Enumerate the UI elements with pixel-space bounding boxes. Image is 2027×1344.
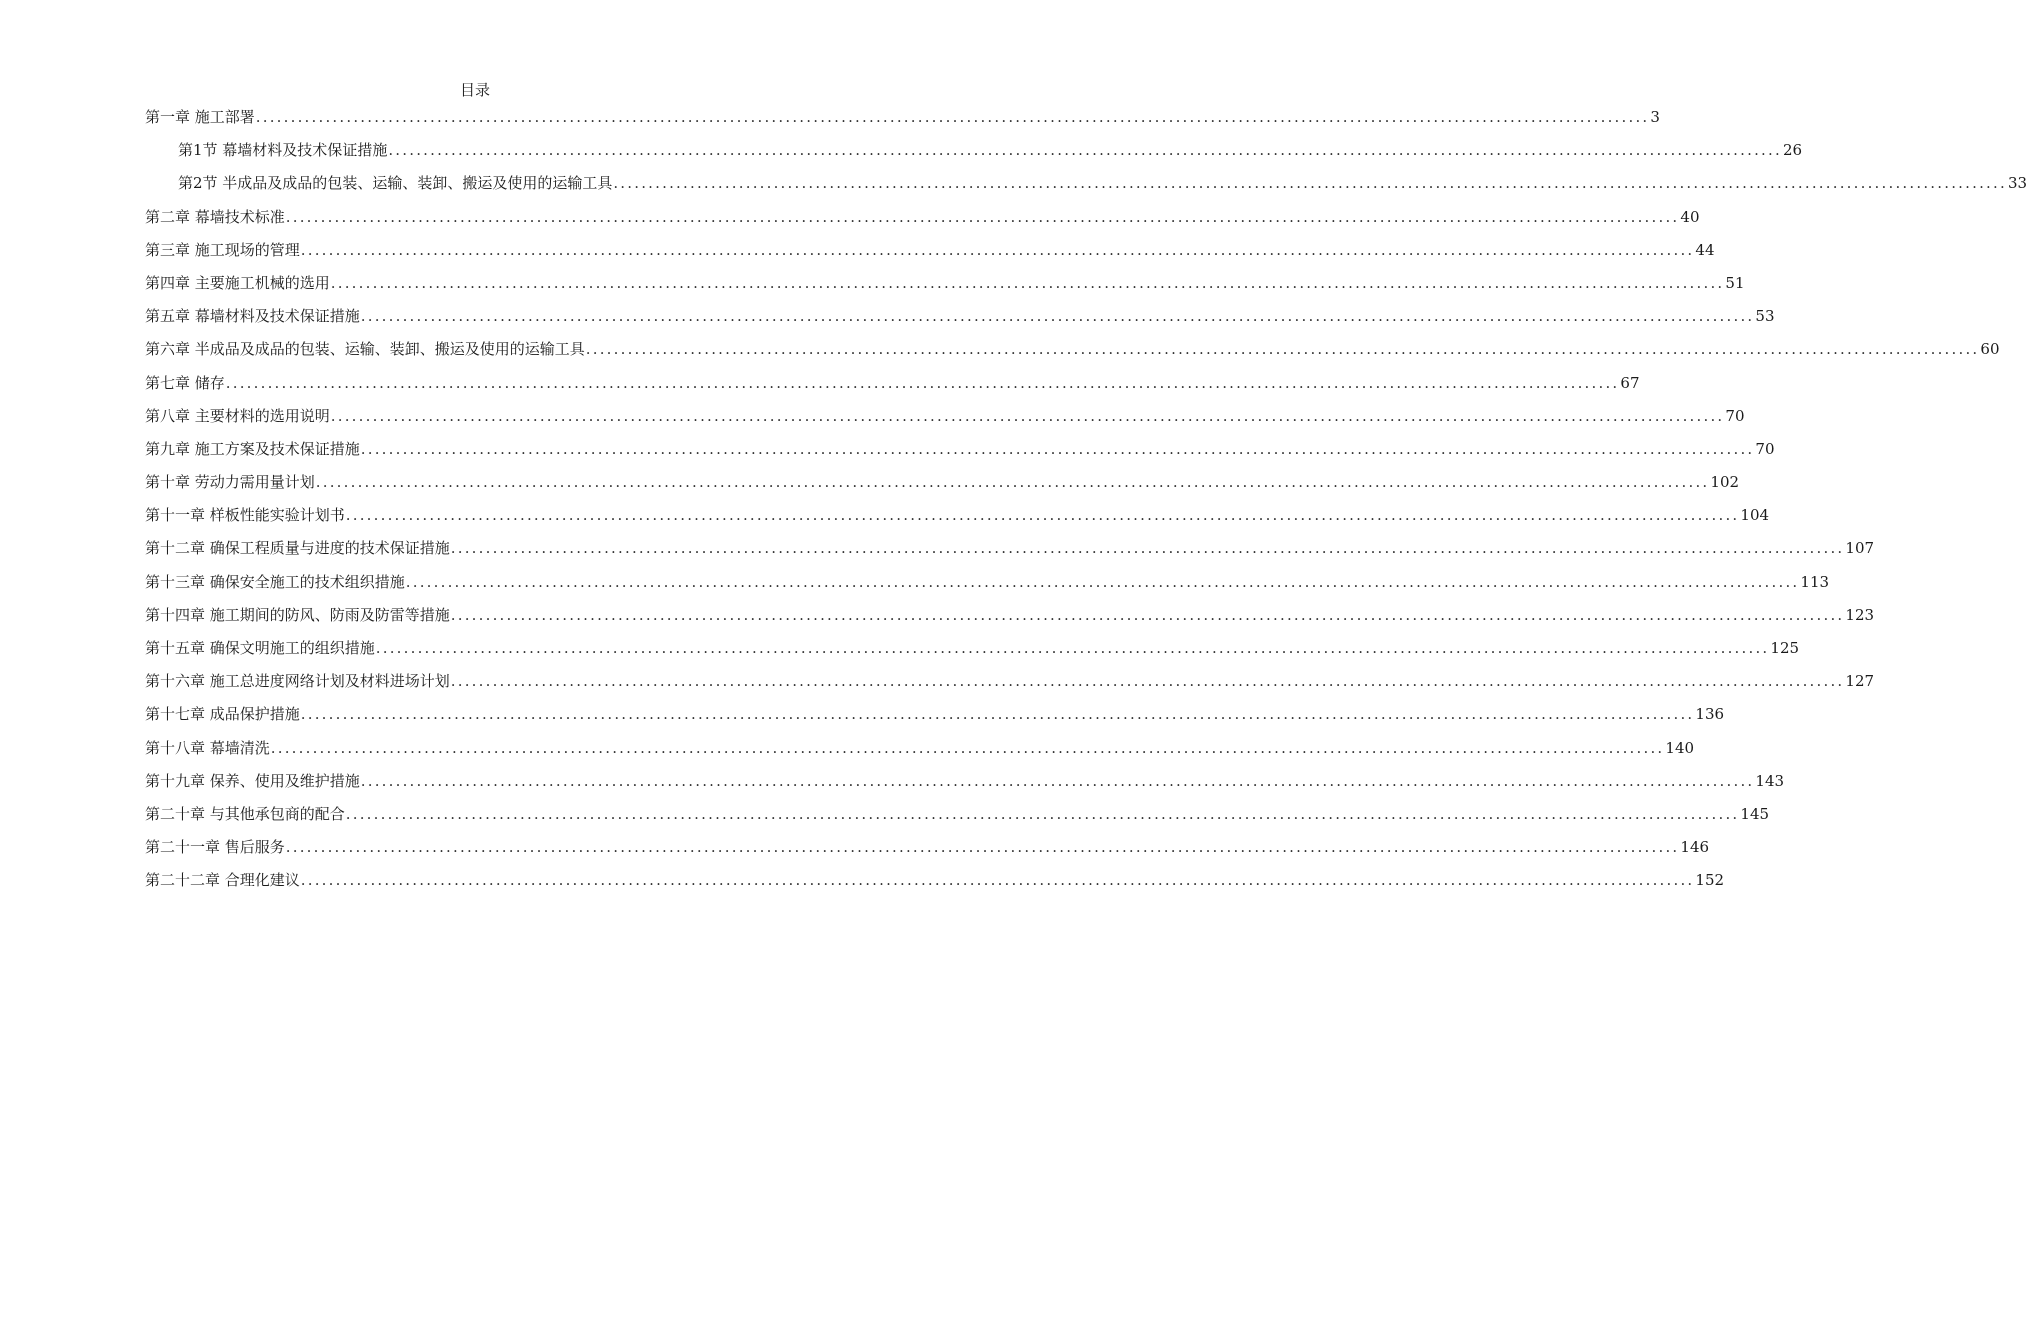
toc-entry[interactable] bbox=[145, 372, 1640, 405]
toc-entry-label: 第八章 主要材料的选用说明 bbox=[145, 406, 330, 425]
toc-dot-leader: ........................................................................................................................................................................................................ bbox=[285, 838, 1680, 857]
toc-entry[interactable] bbox=[145, 471, 1740, 504]
toc-dot-leader: ........................................................................................................................................................................................................ bbox=[345, 506, 1740, 525]
toc-dot-leader: ........................................................................................................................................................................................................ bbox=[300, 871, 1695, 890]
toc-entry-page-number: 3 bbox=[1650, 108, 1660, 126]
toc-entry[interactable] bbox=[145, 869, 1725, 902]
toc-entry-page-number: 143 bbox=[1755, 771, 1785, 790]
toc-entry-label: 第二十二章 合理化建议 bbox=[145, 871, 300, 890]
toc-entry-label: 第十四章 施工期间的防风、防雨及防雷等措施 bbox=[145, 605, 450, 624]
toc-entry-page-number: 104 bbox=[1740, 506, 1770, 525]
toc-entry-label: 第五章 幕墙材料及技术保证措施 bbox=[145, 307, 360, 326]
toc-entry[interactable] bbox=[145, 405, 1745, 438]
toc-entry-page-number: 40 bbox=[1680, 207, 1700, 226]
toc-entry-label: 第一章 施工部署 bbox=[145, 108, 255, 126]
toc-entry-page-number: 146 bbox=[1680, 838, 1710, 857]
toc-entry[interactable] bbox=[145, 703, 1725, 736]
toc-dot-leader: ........................................................................................................................................................................................................ bbox=[330, 273, 1725, 292]
toc-entry[interactable] bbox=[145, 139, 1803, 172]
toc-entry-page-number: 152 bbox=[1695, 871, 1725, 890]
toc-entry[interactable] bbox=[145, 571, 1830, 604]
toc-dot-leader: ........................................................................................................................................................................................................ bbox=[360, 771, 1755, 790]
toc-entry-label: 第九章 施工方案及技术保证措施 bbox=[145, 439, 360, 458]
toc-dot-leader: ........................................................................................................................................................................................................ bbox=[270, 738, 1665, 757]
toc-entry-label: 第二章 幕墙技术标准 bbox=[145, 207, 285, 226]
toc-dot-leader: ........................................................................................................................................................................................................ bbox=[300, 705, 1695, 724]
toc-entry-page-number: 107 bbox=[1845, 539, 1875, 558]
toc-entry-page-number: 44 bbox=[1695, 240, 1715, 259]
toc-entry-label: 第四章 主要施工机械的选用 bbox=[145, 273, 330, 292]
toc-dot-leader: ........................................................................................................................................................................................................ bbox=[375, 639, 1770, 657]
toc-entry[interactable] bbox=[145, 305, 1775, 338]
toc-entry-label: 第1节 幕墙材料及技术保证措施 bbox=[178, 141, 388, 160]
toc-entry-page-number: 125 bbox=[1770, 639, 1800, 657]
toc-entry[interactable] bbox=[145, 504, 1770, 537]
toc-entry-label: 第三章 施工现场的管理 bbox=[145, 240, 300, 259]
toc-entry-label: 第2节 半成品及成品的包装、运输、装卸、搬运及使用的运输工具 bbox=[178, 174, 613, 193]
toc-dot-leader: ........................................................................................................................................................................................................ bbox=[285, 207, 1680, 226]
toc-entry-page-number: 70 bbox=[1725, 406, 1745, 425]
toc-entry-label: 第十八章 幕墙清洗 bbox=[145, 738, 270, 757]
toc-dot-leader: ........................................................................................................................................................................................................ bbox=[360, 307, 1755, 326]
toc-entry-page-number: 123 bbox=[1845, 605, 1875, 624]
toc-entry-label: 第十一章 样板性能实验计划书 bbox=[145, 506, 345, 525]
toc-entry[interactable] bbox=[145, 637, 1800, 670]
toc-entry-page-number: 51 bbox=[1725, 273, 1745, 292]
toc-dot-leader: ........................................................................................................................................................................................................ bbox=[360, 439, 1755, 458]
toc-entry-page-number: 26 bbox=[1782, 141, 1803, 160]
toc-entry-label: 第十六章 施工总进度网络计划及材料进场计划 bbox=[145, 672, 450, 691]
toc-entry-label: 第六章 半成品及成品的包装、运输、装卸、搬运及使用的运输工具 bbox=[145, 340, 585, 359]
toc-entry-page-number: 113 bbox=[1800, 572, 1830, 591]
toc-entry[interactable] bbox=[145, 272, 1745, 305]
toc-entry-page-number: 33 bbox=[2007, 174, 2027, 193]
toc-dot-leader: ........................................................................................................................................................................................................ bbox=[405, 572, 1800, 591]
toc-entry[interactable] bbox=[145, 206, 1700, 239]
toc-entry[interactable] bbox=[145, 803, 1770, 836]
toc-entry-label: 第二十章 与其他承包商的配合 bbox=[145, 804, 345, 823]
toc-entry-label: 第十三章 确保安全施工的技术组织措施 bbox=[145, 572, 405, 591]
toc-entry[interactable] bbox=[145, 836, 1710, 869]
toc-entry[interactable] bbox=[145, 172, 2027, 205]
toc-entry[interactable] bbox=[145, 438, 1775, 471]
toc-entry-page-number: 145 bbox=[1740, 804, 1770, 823]
toc-entry-label: 第十章 劳动力需用量计划 bbox=[145, 473, 315, 492]
toc-entry-label: 第二十一章 售后服务 bbox=[145, 838, 285, 857]
toc-dot-leader: ........................................................................................................................................................................................................ bbox=[450, 672, 1845, 691]
toc-dot-leader: ........................................................................................................................................................................................................ bbox=[345, 804, 1740, 823]
toc-entry-page-number: 127 bbox=[1845, 672, 1875, 691]
toc-entry-page-number: 67 bbox=[1620, 373, 1640, 392]
toc-entry[interactable] bbox=[145, 770, 1785, 803]
toc-dot-leader: ........................................................................................................................................................................................................ bbox=[300, 240, 1695, 259]
toc-entry[interactable] bbox=[145, 338, 2000, 371]
toc-dot-leader: ........................................................................................................................................................................................................ bbox=[450, 605, 1845, 624]
toc-entry[interactable] bbox=[145, 670, 1875, 703]
toc-entry-label: 第十七章 成品保护措施 bbox=[145, 705, 300, 724]
toc-entry-page-number: 70 bbox=[1755, 439, 1775, 458]
toc-entry-label: 第十五章 确保文明施工的组织措施 bbox=[145, 639, 375, 657]
toc-entry-label: 第十二章 确保工程质量与进度的技术保证措施 bbox=[145, 539, 450, 558]
toc-title: 目录 bbox=[459, 81, 490, 99]
toc-dot-leader: ........................................................................................................................................................................................................ bbox=[330, 406, 1725, 425]
toc-dot-leader: ........................................................................................................................................................................................................ bbox=[585, 340, 1980, 359]
toc-dot-leader: ........................................................................................................................................................................................................ bbox=[388, 141, 1782, 160]
toc-dot-leader: ........................................................................................................................................................................................................ bbox=[613, 174, 2007, 193]
toc-entry[interactable] bbox=[145, 239, 1715, 272]
table-of-contents bbox=[145, 106, 2027, 903]
toc-entry-label: 第七章 储存 bbox=[145, 373, 225, 392]
toc-entry-page-number: 102 bbox=[1710, 473, 1740, 492]
toc-entry[interactable] bbox=[145, 106, 1660, 139]
toc-dot-leader: ........................................................................................................................................................................................................ bbox=[255, 108, 1650, 126]
toc-entry[interactable] bbox=[145, 737, 1695, 770]
toc-entry[interactable] bbox=[145, 604, 1875, 637]
toc-dot-leader: ........................................................................................................................................................................................................ bbox=[450, 539, 1845, 558]
toc-dot-leader: ........................................................................................................................................................................................................ bbox=[315, 473, 1710, 492]
toc-entry-page-number: 60 bbox=[1980, 340, 2000, 359]
toc-entry-page-number: 53 bbox=[1755, 307, 1775, 326]
toc-dot-leader: ........................................................................................................................................................................................................ bbox=[225, 373, 1620, 392]
toc-entry-label: 第十九章 保养、使用及维护措施 bbox=[145, 771, 360, 790]
toc-entry[interactable] bbox=[145, 537, 1875, 570]
toc-entry-page-number: 136 bbox=[1695, 705, 1725, 724]
toc-entry-page-number: 140 bbox=[1665, 738, 1695, 757]
